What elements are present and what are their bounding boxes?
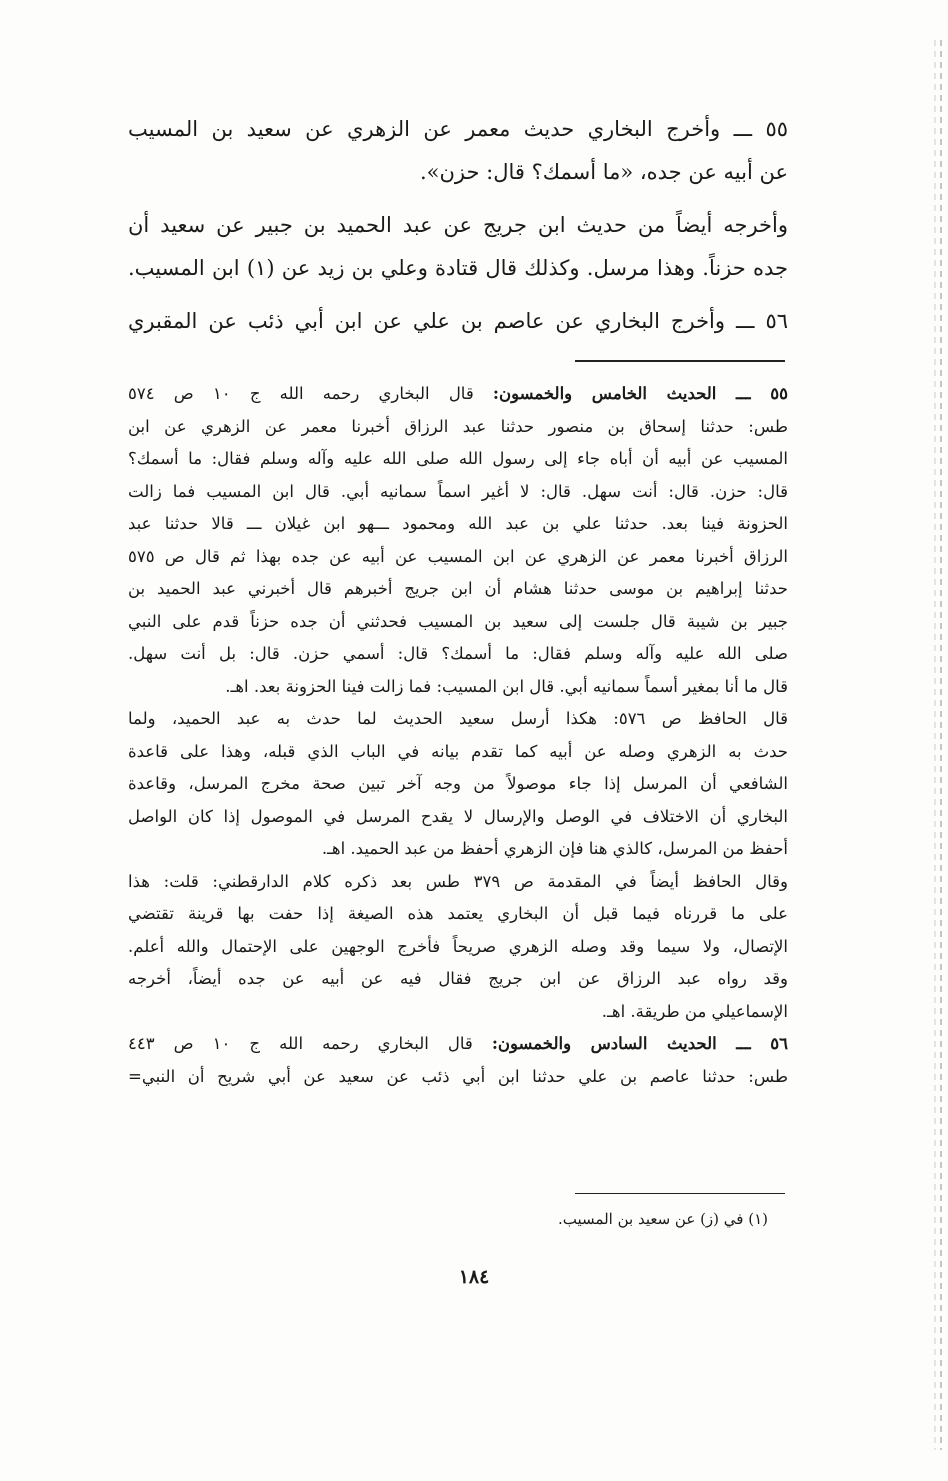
hadith-56-title: ٥٦ ـــ الحديث السادس والخمسون: <box>491 1034 788 1053</box>
scan-edge-artifact <box>940 40 942 1450</box>
text-line: جده حزناً. وهذا مرسل. وكذلك قال قتادة وعلي بن زيد عن (١) ابن المسيب. <box>128 256 788 280</box>
text-line: وقد رواه عبد الرزاق عن ابن جريج فقال فيه عن أبيه عن جده أيضاً، أخرجه <box>128 969 788 988</box>
text-line: صلى الله عليه وآله وسلم فقال: ما أسمك؟ قال: أسمي حزن. قال: بل أنت سهل. <box>128 644 788 663</box>
text-line: عن أبيه عن جده، «ما أسمك؟ قال: حزن». <box>419 160 788 184</box>
text-line: الرزاق أخبرنا معمر عن الزهري عن ابن المسيب عن أبيه عن جده بهذا ثم قال ص ٥٧٥ <box>128 546 788 566</box>
text-line: الإسماعيلي من طريقة. اهـ. <box>601 1001 788 1021</box>
text-line: قال: حزن. قال: أنت سهل. قال: لا أغير اسماً سمانيه أبي. قال ابن المسيب فما زالت <box>128 481 788 501</box>
commentary-text <box>128 378 788 1093</box>
text-line: أحفظ من المرسل، كالذي هنا فإن الزهري أحفظ من عبد الحميد. اهـ. <box>321 839 788 858</box>
text-line: طس: حدثنا عاصم بن علي حدثنا ابن أبي ذئب عن سعيد عن أبي شريح أن النبي= <box>128 1066 788 1086</box>
hadith-55-reference: قال البخاري رحمه الله ج ١٠ ص ٥٧٤ <box>128 384 493 403</box>
section-divider <box>575 360 785 362</box>
text-line: الإتصال، ولا سيما وقد وصله الزهري صريحاً فأخرج الوجهين على الإحتمال والله أعلم. <box>128 936 788 956</box>
text-line: وقال الحافظ أيضاً في المقدمة ص ٣٧٩ طس بعد ذكره كلام الدارقطني: قلت: هذا <box>128 871 788 891</box>
hadith-56-heading <box>128 1028 788 1061</box>
text-line: قال الحافظ ص ٥٧٦: هكذا أرسل سعيد الحديث لما حدث به عبد الحميد، ولما <box>128 709 788 728</box>
text-line: المسيب عن أبيه أن أباه جاء إلى رسول الله صلى الله عليه وآله وسلم فقال: ما أسمك؟ <box>128 449 788 468</box>
hadith-55-title: ٥٥ ـــ الحديث الخامس والخمسون: <box>492 384 788 403</box>
text-line: ٥٦ ـــ وأخرج البخاري عن عاصم بن علي عن ابن أبي ذئب عن المقبري <box>128 309 788 333</box>
main-text <box>128 108 788 353</box>
text-line: حدثنا إبراهيم بن موسى حدثنا هشام أن ابن جريج أخبرهم قال أخبرني عبد الحميد بن <box>128 579 788 598</box>
text-line: وأخرجه أيضاً من حديث ابن جريج عن عبد الحميد بن جبير عن سعيد أن <box>128 213 788 237</box>
paragraph-56 <box>128 300 788 343</box>
page-number: ١٨٤ <box>458 1266 490 1288</box>
paragraph-55-continued <box>128 204 788 290</box>
hadith-55-heading <box>128 378 788 411</box>
paragraph-55 <box>128 108 788 194</box>
scan-edge-artifact-secondary <box>934 40 936 1450</box>
text-line: طس: حدثنا إسحاق بن منصور حدثنا عبد الرزاق أخبرنا معمر عن الزهري عن ابن <box>128 416 788 436</box>
text-line: على ما قررناه فيما قبل أن البخاري يعتمد هذه الصيغة إذا حفت بها قرينة تقتضي <box>128 904 788 923</box>
text-line: البخاري أن الاختلاف في الوصل والإرسال لا يقدح المرسل في الموصول إذا كان الواصل <box>128 806 788 826</box>
text-line: الشافعي أن المرسل إذا جاء موصولاً من وجه آخر تبين صحة مخرج المرسل، وقاعدة <box>128 774 788 793</box>
footnote: (١) في (ز) عن سعيد بن المسيب. <box>558 1210 768 1228</box>
text-line: حدث به الزهري وصله عن أبيه كما تقدم بيانه في الباب الذي قبله، وهذا على قاعدة <box>128 741 788 761</box>
footnote-divider <box>575 1193 785 1194</box>
text-line: قال ما أنا بمغير أسماً سمانيه أبي. قال ابن المسيب: فما زالت فينا الحزونة بعد. اهـ. <box>225 676 788 696</box>
text-line: الحزونة فينا بعد. حدثنا علي بن عبد الله ومحمود ـــهو ابن غيلان ـــ قالا حدثنا عبد <box>128 514 788 533</box>
text-line: جبير بن شيبة قال جلست إلى سعيد بن المسيب فحدثني أن جده حزناً قدم على النبي <box>128 611 788 631</box>
hadith-56-reference: قال البخاري رحمه الله ج ١٠ ص ٤٤٣ <box>128 1034 492 1053</box>
text-line: ٥٥ ـــ وأخرج البخاري حديث معمر عن الزهري عن سعيد بن المسيب <box>128 117 788 141</box>
